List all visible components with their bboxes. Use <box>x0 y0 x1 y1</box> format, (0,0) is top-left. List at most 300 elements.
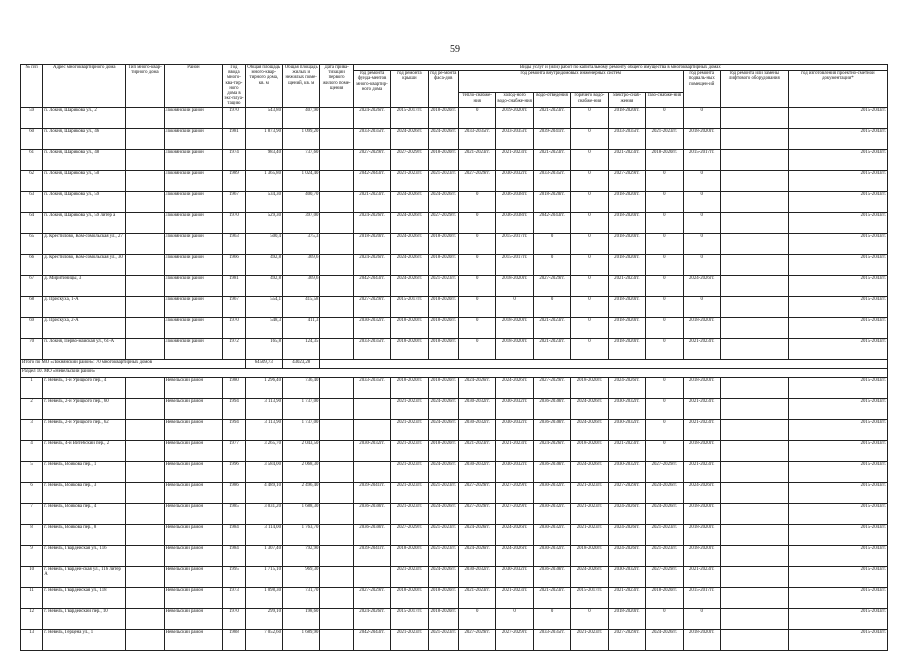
basement-cell: 2021-2023гг. <box>683 338 720 359</box>
foundation-cell <box>353 419 390 440</box>
foundation-cell: 2024-2026гг. <box>353 608 390 629</box>
row-number: 65 <box>21 233 43 254</box>
hot-water-cell: 0 <box>571 317 608 338</box>
design-docs-cell: 2015-2043гг. <box>788 419 887 440</box>
living-area-cell: 731,70 <box>282 587 319 608</box>
house-type-cell <box>126 566 164 587</box>
electric-cell: 2024-2026гг. <box>608 524 645 545</box>
design-docs-cell: 2015-2043гг. <box>788 587 887 608</box>
cold-water-cell: 2021-2023гг. <box>496 149 533 170</box>
row-number: 67 <box>21 275 43 296</box>
year-cell: 1984 <box>223 524 245 545</box>
table-row <box>21 296 888 317</box>
basement-cell: 0 <box>683 107 720 128</box>
priv-date-cell <box>320 608 353 629</box>
basement-cell: 2021-2023гг. <box>683 566 720 587</box>
basement-cell: 2021-2023гг. <box>683 398 720 419</box>
design-docs-cell: 2015-2043гг. <box>788 170 887 191</box>
cold-water-cell: 2018-2020гг. <box>496 275 533 296</box>
district-cell: Локнянский район <box>164 317 223 338</box>
living-area-cell: 969,30 <box>282 566 319 587</box>
design-docs-cell: 2015-2043гг. <box>788 398 887 419</box>
electric-cell: 2021-2023гг. <box>608 440 645 461</box>
gas-cell: 2024-2026гг. <box>646 482 683 503</box>
total-area-cell: 3 113,90 <box>245 398 282 419</box>
row-number: 12 <box>21 608 43 629</box>
table-row <box>21 398 888 419</box>
design-docs-cell: 2015-2043гг. <box>788 212 887 233</box>
electric-cell: 2030-2032гг. <box>608 398 645 419</box>
sewer-cell: 2021-2023гг. <box>533 338 570 359</box>
house-type-cell <box>126 296 164 317</box>
district-cell: Невельский район <box>164 503 223 524</box>
foundation-cell: 2021-2023гг. <box>353 191 390 212</box>
total-area-cell: 492,8 <box>245 275 282 296</box>
year-cell: 1977 <box>223 440 245 461</box>
cold-water-cell: 2027-2029гг. <box>496 482 533 503</box>
table-row <box>21 128 888 149</box>
design-docs-cell: 2015-2043гг. <box>788 503 887 524</box>
electric-cell: 2018-2020гг. <box>608 212 645 233</box>
heat-cell: 2024-2026гг. <box>458 545 495 566</box>
gas-cell: 0 <box>646 608 683 629</box>
total-area-cell: 1 365,80 <box>245 170 282 191</box>
hot-water-cell: 0 <box>571 254 608 275</box>
district-cell: Невельский район <box>164 629 223 650</box>
total-label: Итого по МО «Локнянский район»: 70 многоквартирных домов <box>21 359 246 368</box>
basement-cell: 2015-2017гг. <box>683 587 720 608</box>
design-docs-cell: 2015-2043гг. <box>788 440 887 461</box>
elevator-cell <box>720 503 788 524</box>
total-area-cell: 1 296,40 <box>245 377 282 398</box>
header-systems-group: год ремонта внутридомовых инженерных систем <box>458 71 683 93</box>
priv-date-cell <box>320 296 353 317</box>
living-area-cell: 1 763,70 <box>282 524 319 545</box>
year-cell: 1981 <box>223 275 245 296</box>
facade-cell: 2021-2023гг. <box>428 545 458 566</box>
header-district: Район <box>164 65 223 108</box>
sewer-cell: 2024-2026гг. <box>533 440 570 461</box>
roof-cell: 2027-2029гг. <box>391 149 428 170</box>
heat-cell: 0 <box>458 233 495 254</box>
table-row <box>21 419 888 440</box>
cold-water-cell: 2024-2026гг. <box>496 377 533 398</box>
header-works-group: Виды услуг и (или) работ по капитальному ремонту общего имущества в многоквартирных домах <box>353 65 887 71</box>
row-number: 1 <box>21 377 43 398</box>
header-roof: год ремонта крыши <box>391 71 428 107</box>
header-address: Адрес многоквартирного дома <box>43 65 126 108</box>
house-type-cell <box>126 191 164 212</box>
electric-cell: 2033-2035гг. <box>608 128 645 149</box>
district-cell: Локнянский район <box>164 128 223 149</box>
sewer-cell: 2033-2035гг. <box>533 170 570 191</box>
elevator-cell <box>720 608 788 629</box>
foundation-cell: 2033-2035гг. <box>353 377 390 398</box>
address-cell: г. Невель, 4-й Витебский пер., 2 <box>43 440 126 461</box>
living-area-cell: 1 689,90 <box>282 629 319 650</box>
electric-cell: 2027-2029гг. <box>608 629 645 650</box>
table-row <box>21 440 888 461</box>
sewer-cell: 2036-2038гг. <box>533 461 570 482</box>
design-docs-cell: 2015-2043гг. <box>788 545 887 566</box>
year-cell: 1970 <box>223 107 245 128</box>
house-type-cell <box>126 461 164 482</box>
basement-cell: 0 <box>683 191 720 212</box>
electric-cell: 2018-2020гг. <box>608 107 645 128</box>
gas-cell: 2027-2029гг. <box>646 461 683 482</box>
gas-cell: 0 <box>646 212 683 233</box>
basement-cell: 2021-2023гг. <box>683 419 720 440</box>
living-area-cell: 375,3 <box>282 233 319 254</box>
heat-cell: 0 <box>458 338 495 359</box>
row-number: 70 <box>21 338 43 359</box>
district-cell: Невельский район <box>164 419 223 440</box>
hot-water-cell: 2024-2026гг. <box>571 398 608 419</box>
address-cell: д. Прискуха, 1-А <box>43 296 126 317</box>
design-docs-cell: 2015-2043гг. <box>788 608 887 629</box>
header-priv-date: Дата прива-тизации первого жилого поме-щения <box>320 65 353 108</box>
electric-cell: 2021-2023гг. <box>608 149 645 170</box>
cold-water-cell: 0 <box>496 608 533 629</box>
foundation-cell: 2027-2029гг. <box>353 149 390 170</box>
gas-cell: 2021-2023гг. <box>646 128 683 149</box>
table-row <box>21 524 888 545</box>
address-cell: п. Локня, Шарикова ул., 59 литер а <box>43 212 126 233</box>
district-cell: Невельский район <box>164 482 223 503</box>
address-cell: п. Локня, Перво-майская ул., 61-А <box>43 338 126 359</box>
basement-cell: 2018-2020гг. <box>683 317 720 338</box>
heat-cell: 2027-2029гг. <box>458 482 495 503</box>
header-heat: тепло-снабже-ния <box>458 93 495 107</box>
hot-water-cell: 2018-2020гг. <box>571 440 608 461</box>
priv-date-cell <box>320 275 353 296</box>
house-type-cell <box>126 377 164 398</box>
living-area-cell: 1 099,20 <box>282 128 319 149</box>
hot-water-cell: 2015-2017гг. <box>571 587 608 608</box>
heat-cell: 2021-2023гг. <box>458 149 495 170</box>
living-area-cell: 1 688,30 <box>282 503 319 524</box>
living-area-cell: 124,35 <box>282 338 319 359</box>
table-row <box>21 587 888 608</box>
roof-cell: 2024-2026гг. <box>391 254 428 275</box>
address-cell: г. Невель, Гвардейская ул., 116 <box>43 545 126 566</box>
elevator-cell <box>720 128 788 149</box>
district-cell: Невельский район <box>164 377 223 398</box>
row-number: 60 <box>21 128 43 149</box>
district-cell: Невельский район <box>164 608 223 629</box>
roof-cell: 2015-2017гг. <box>391 296 428 317</box>
foundation-cell <box>353 461 390 482</box>
sewer-cell: 2030-2032гг. <box>533 524 570 545</box>
priv-date-cell <box>320 377 353 398</box>
house-type-cell <box>126 608 164 629</box>
facade-cell: 2024-2026гг. <box>428 191 458 212</box>
total-area-cell: 299,10 <box>245 608 282 629</box>
row-number: 3 <box>21 419 43 440</box>
priv-date-cell <box>320 482 353 503</box>
living-area-cell: 2 043,50 <box>282 440 319 461</box>
heat-cell: 0 <box>458 317 495 338</box>
sewer-cell: 2030-2032гг. <box>533 503 570 524</box>
design-docs-cell: 2015-2043гг. <box>788 233 887 254</box>
address-cell: г. Невель, Гвардей-ская ул., 116 литер А <box>43 566 126 587</box>
sewer-cell: 2021-2023гг. <box>533 587 570 608</box>
basement-cell: 2018-2020гг. <box>683 524 720 545</box>
elevator-cell <box>720 107 788 128</box>
foundation-cell: 2030-2032гг. <box>353 317 390 338</box>
total-area-cell: 534,30 <box>245 191 282 212</box>
sewer-cell: 2027-2029гг. <box>533 275 570 296</box>
header-total-area: Общая площадь много-квар-тирного дома, кв. м <box>245 65 282 108</box>
house-type-cell <box>126 440 164 461</box>
gas-cell: 0 <box>646 317 683 338</box>
total-area-cell: 548,3 <box>245 317 282 338</box>
district-cell: Невельский район <box>164 524 223 545</box>
year-cell: 1970 <box>223 212 245 233</box>
basement-cell: 2018-2020гг. <box>683 545 720 566</box>
foundation-cell: 2033-2035гг. <box>353 338 390 359</box>
facade-cell: 2021-2023гг. <box>428 524 458 545</box>
design-docs-cell: 2015-2043гг. <box>788 191 887 212</box>
row-number: 5 <box>21 461 43 482</box>
cold-water-cell: 2030-2032гг. <box>496 419 533 440</box>
electric-cell: 2027-2029гг. <box>608 482 645 503</box>
gas-cell: 0 <box>646 275 683 296</box>
facade-cell: 2027-2029гг. <box>428 212 458 233</box>
heat-cell: 0 <box>458 254 495 275</box>
gas-cell: 2024-2026гг. <box>646 503 683 524</box>
house-type-cell <box>126 503 164 524</box>
foundation-cell <box>353 566 390 587</box>
total-area-cell: 1 715,10 <box>245 566 282 587</box>
basement-cell: 2021-2023гг. <box>683 461 720 482</box>
elevator-cell <box>720 587 788 608</box>
total-area-cell: 165,8 <box>245 338 282 359</box>
total-area-cell: 500,4 <box>245 233 282 254</box>
living-area-cell: 369,6 <box>282 254 319 275</box>
basement-cell: 2024-2026гг. <box>683 275 720 296</box>
living-area-cell: 415,58 <box>282 296 319 317</box>
row-number: 11 <box>21 587 43 608</box>
district-cell: Локнянский район <box>164 338 223 359</box>
facade-cell: 2024-2026гг. <box>428 419 458 440</box>
roof-cell: 2024-2026гг. <box>391 128 428 149</box>
priv-date-cell <box>320 524 353 545</box>
district-cell: Локнянский район <box>164 191 223 212</box>
row-number: 2 <box>21 398 43 419</box>
heat-cell: 2024-2026гг. <box>458 377 495 398</box>
year-cell: 1986 <box>223 482 245 503</box>
elevator-cell <box>720 170 788 191</box>
address-cell: д. Крестилово, Ком-сомольская ул., 30 <box>43 254 126 275</box>
roof-cell: 2018-2020гг. <box>391 317 428 338</box>
row-number: 13 <box>21 629 43 650</box>
district-cell: Локнянский район <box>164 149 223 170</box>
table-row <box>21 149 888 170</box>
design-docs-cell: 2015-2043гг. <box>788 566 887 587</box>
gas-cell: 0 <box>646 419 683 440</box>
sewer-cell: 2021-2023гг. <box>533 107 570 128</box>
elevator-cell <box>720 566 788 587</box>
table-row <box>21 170 888 191</box>
total-area-cell: 983,40 <box>245 149 282 170</box>
gas-cell: 0 <box>646 254 683 275</box>
elevator-cell <box>720 419 788 440</box>
house-type-cell <box>126 545 164 566</box>
roof-cell: 2018-2020гг. <box>391 338 428 359</box>
sewer-cell: 2036-2038гг. <box>533 398 570 419</box>
living-area-cell: 400,70 <box>282 191 319 212</box>
year-cell: 1967 <box>223 191 245 212</box>
roof-cell: 2024-2026гг. <box>391 275 428 296</box>
priv-date-cell <box>320 566 353 587</box>
row-number: 61 <box>21 149 43 170</box>
sewer-cell: 2030-2032гг. <box>533 482 570 503</box>
priv-date-cell <box>320 212 353 233</box>
roof-cell: 2021-2023гг. <box>391 419 428 440</box>
year-cell: 1994 <box>223 419 245 440</box>
row-number: 7 <box>21 503 43 524</box>
facade-cell: 2018-2020гг. <box>428 608 458 629</box>
cold-water-cell: 2030-2032гг. <box>496 398 533 419</box>
cold-water-cell: 2015-2017гг. <box>496 233 533 254</box>
roof-cell: 2015-2017гг. <box>391 107 428 128</box>
hot-water-cell: 0 <box>571 170 608 191</box>
priv-date-cell <box>320 107 353 128</box>
facade-cell: 2021-2023гг. <box>428 482 458 503</box>
design-docs-cell: 2015-2043гг. <box>788 317 887 338</box>
header-hot-water: горячего водо-снабже-ния <box>571 93 608 107</box>
elevator-cell <box>720 212 788 233</box>
table-row <box>21 566 888 587</box>
sewer-cell: 0 <box>533 296 570 317</box>
roof-cell: 2024-2026гг. <box>391 233 428 254</box>
row-number: 59 <box>21 107 43 128</box>
heat-cell: 2024-2026гг. <box>458 524 495 545</box>
hot-water-cell: 2024-2026гг. <box>571 566 608 587</box>
heat-cell: 2033-2035гг. <box>458 128 495 149</box>
cold-water-cell: 2018-2020гг. <box>496 338 533 359</box>
sewer-cell: 2033-2035гг. <box>533 629 570 650</box>
year-cell: 1988 <box>223 629 245 650</box>
total-area-sum: 64509,73 <box>245 359 282 368</box>
basement-cell: 2018-2020гг. <box>683 503 720 524</box>
table-row <box>21 212 888 233</box>
table-body-nevel <box>21 377 888 650</box>
electric-cell: 2018-2020гг. <box>608 317 645 338</box>
total-area-cell: 492,8 <box>245 254 282 275</box>
total-area-cell: 3 584,00 <box>245 461 282 482</box>
hot-water-cell: 0 <box>571 608 608 629</box>
foundation-cell: 2027-2029гг. <box>353 296 390 317</box>
electric-cell: 2018-2020гг. <box>608 338 645 359</box>
foundation-cell: 2027-2029гг. <box>353 587 390 608</box>
sewer-cell: 2018-2020гг. <box>533 191 570 212</box>
basement-cell: 2018-2020гг. <box>683 377 720 398</box>
cold-water-cell: 2033-2035гг. <box>496 128 533 149</box>
facade-cell: 2018-2020гг. <box>428 338 458 359</box>
facade-cell: 2018-2020гг. <box>428 296 458 317</box>
basement-cell: 2015-2017гг. <box>683 149 720 170</box>
living-area-cell: 369,6 <box>282 275 319 296</box>
living-area-cell: 1 737,00 <box>282 398 319 419</box>
priv-date-cell <box>320 317 353 338</box>
design-docs-cell: 2015-2043гг. <box>788 296 887 317</box>
foundation-cell: 2024-2026гг. <box>353 212 390 233</box>
table-row <box>21 482 888 503</box>
total-area-cell: 3 265,70 <box>245 440 282 461</box>
total-area-cell: 1 098,30 <box>245 587 282 608</box>
heat-cell: 0 <box>458 296 495 317</box>
header-living-area: Общая площадь жилых и нежилых поме-щений, кв. м <box>282 65 319 108</box>
priv-date-cell <box>320 419 353 440</box>
total-area-cell: 7 052,60 <box>245 629 282 650</box>
design-docs-cell: 2015-2043гг. <box>788 275 887 296</box>
hot-water-cell: 0 <box>571 338 608 359</box>
basement-cell: 0 <box>683 170 720 191</box>
year-cell: 1973 <box>223 587 245 608</box>
cold-water-cell: 2036-2038гг. <box>496 212 533 233</box>
year-cell: 1974 <box>223 149 245 170</box>
house-type-cell <box>126 275 164 296</box>
address-cell: п. Локня, Шарикова ул., 2 <box>43 107 126 128</box>
foundation-cell: 2036-2038гг. <box>353 503 390 524</box>
row-number: 62 <box>21 170 43 191</box>
roof-cell: 2024-2026гг. <box>391 191 428 212</box>
total-area-cell: 543,80 <box>245 107 282 128</box>
cold-water-cell: 2030-2032гг. <box>496 461 533 482</box>
table-row <box>21 107 888 128</box>
hot-water-cell: 0 <box>571 149 608 170</box>
row-number: 68 <box>21 296 43 317</box>
district-cell: Невельский район <box>164 566 223 587</box>
house-type-cell <box>126 170 164 191</box>
heat-cell: 0 <box>458 107 495 128</box>
gas-cell: 2021-2023гг. <box>646 524 683 545</box>
header-cold-water: холод-ного водо-снабже-ния <box>496 93 533 107</box>
design-docs-cell: 2015-2043гг. <box>788 338 887 359</box>
table-row <box>21 503 888 524</box>
year-cell: 1972 <box>223 338 245 359</box>
cold-water-cell: 2021-2023гг. <box>496 440 533 461</box>
priv-date-cell <box>320 170 353 191</box>
house-type-cell <box>126 482 164 503</box>
total-area-cell: 3 031,20 <box>245 503 282 524</box>
facade-cell: 2018-2020гг. <box>428 377 458 398</box>
design-docs-cell: 2015-2043гг. <box>788 107 887 128</box>
sewer-cell: 0 <box>533 608 570 629</box>
year-cell: 1995 <box>223 566 245 587</box>
facade-cell: 2018-2020гг. <box>428 587 458 608</box>
electric-cell: 2018-2020гг. <box>608 254 645 275</box>
living-area-cell: 407,90 <box>282 107 319 128</box>
gas-cell: 0 <box>646 398 683 419</box>
roof-cell: 2018-2020гг. <box>391 545 428 566</box>
elevator-cell <box>720 524 788 545</box>
district-cell: Локнянский район <box>164 254 223 275</box>
address-cell: г. Невель, Герцена ул., 1 <box>43 629 126 650</box>
facade-cell: 2018-2020гг. <box>428 440 458 461</box>
table-row <box>21 254 888 275</box>
facade-cell: 2018-2020гг. <box>428 149 458 170</box>
roof-cell: 2015-2017гг. <box>391 608 428 629</box>
basement-cell: 0 <box>683 254 720 275</box>
address-cell: г. Невель, Войкова пер., 4 <box>43 503 126 524</box>
living-area-cell: 1 024,40 <box>282 170 319 191</box>
header-sewer: водо-отведения <box>533 93 570 107</box>
elevator-cell <box>720 296 788 317</box>
living-area-cell: 737,60 <box>282 149 319 170</box>
